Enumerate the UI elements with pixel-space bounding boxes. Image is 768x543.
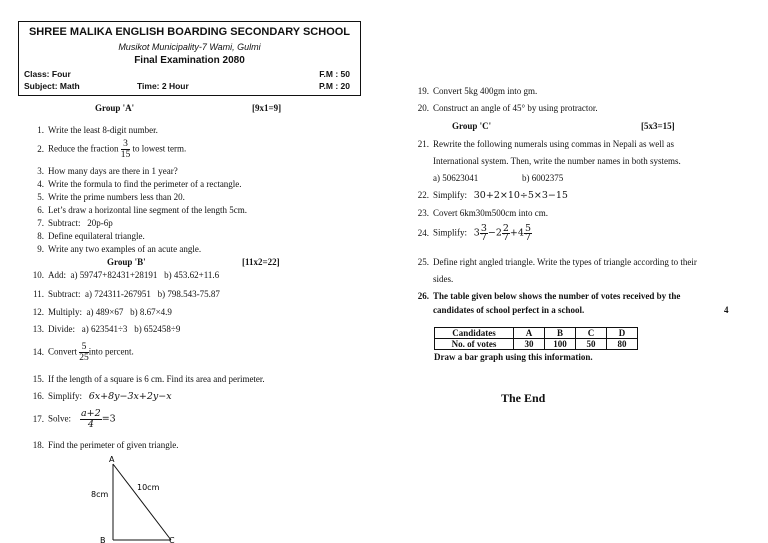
fraction: $\frac{3}{15}$	[120, 139, 131, 160]
group-b-title: Group 'B'	[107, 257, 146, 267]
question-2: 2. Reduce the fraction $\frac{3}{15}$ to lowest term.	[37, 139, 187, 160]
table-cell: Candidates	[435, 328, 514, 339]
side-ac	[113, 464, 171, 540]
class-label: Class: Four	[24, 69, 71, 79]
table-cell: 50	[576, 339, 607, 350]
fraction: $\frac{2}{7}$	[502, 223, 509, 243]
question-13: 13. Divide: a) 623541÷3 b) 652458÷9	[32, 324, 181, 334]
question-5: 5. Write the prime numbers less than 20.	[37, 192, 185, 202]
question-11: 11. Subtract: a) 724311-267951 b) 798.543-75.87	[33, 289, 220, 299]
question-14: 14. Convert $\frac{5}{25}$ into percent.	[32, 342, 134, 363]
vertex-c-label: C	[169, 536, 175, 543]
group-a-marks: [9x1=9]	[252, 103, 282, 113]
group-c-marks: [5x3=15]	[641, 121, 675, 131]
side-ab-label: 8cm	[91, 490, 109, 499]
question-16: 16. Simplify: 6x+8y−3x+2y−x	[32, 391, 172, 402]
question-25-line2: sides.	[433, 274, 454, 284]
table-cell: C	[576, 328, 607, 339]
question-12: 12. Multiply: a) 489×67 b) 8.67×4.9	[32, 307, 172, 317]
question-18: 18. Find the perimeter of given triangle.	[32, 440, 179, 450]
subject-label: Subject: Math	[24, 81, 80, 91]
table-header-row	[435, 328, 638, 339]
question-20: 20. Construct an angle of 45° by using protractor.	[417, 103, 598, 113]
question-21-option-a: a) 50623041	[433, 173, 479, 183]
full-marks: F.M : 50	[319, 69, 350, 79]
question-22: 22. Simplify: 30+2×10÷5×3−15	[417, 190, 568, 201]
question-7: 7. Subtract: 20p-6p	[37, 218, 113, 228]
table-cell: 30	[514, 339, 545, 350]
question-21: 21. Rewrite the following numerals using commas in Nepali as well as	[417, 139, 674, 149]
school-name: SHREE MALIKA ENGLISH BOARDING SECONDARY SCHOOL	[28, 26, 351, 38]
question-3: 3. How many days are there in 1 year?	[37, 166, 178, 176]
question-23: 23. Covert 6km30m500cm into cm.	[417, 208, 548, 218]
question-26-marks: 4	[724, 305, 729, 315]
vertex-a-label: A	[109, 455, 115, 464]
question-6: 6. Let’s draw a horizontal line segment of the length 5cm.	[37, 205, 247, 215]
question-19: 19. Convert 5kg 400gm into gm.	[417, 86, 538, 96]
header-box	[18, 21, 361, 96]
exam-title: Final Examination 2080	[134, 55, 245, 66]
table-cell: 100	[545, 339, 576, 350]
question-24: 24. Simplify: 3 $\frac{3}{7}-2$ $\frac{2}{7}+4$ $\frac{5}{7}$	[417, 223, 531, 243]
question-4: 4. Write the formula to find the perimeter of a rectangle.	[37, 179, 242, 189]
group-b-marks: [11x2=22]	[242, 257, 280, 267]
question-1: 1. Write the least 8-digit number.	[37, 125, 158, 135]
question-21-line2: International system. Then, write the number names in both systems.	[433, 156, 681, 166]
end-text: The End	[501, 391, 546, 405]
fraction: $\frac{5}{7}$	[524, 223, 531, 243]
question-17: 17. Solve: $\frac{a+2}{4}$ =3	[32, 408, 116, 430]
pass-marks: P.M : 20	[318, 81, 350, 91]
fraction: $\frac{5}{25}$	[79, 342, 89, 363]
table-cell: B	[545, 328, 576, 339]
question-26-line2: candidates of school perfect in a school.	[433, 305, 585, 315]
question-9: 9. Write any two examples of an acute angle.	[37, 244, 202, 254]
table-cell: No. of votes	[435, 339, 514, 350]
time-label: Time: 2 Hour	[137, 81, 189, 91]
question-26: 26. The table given below shows the number of votes received by the	[417, 291, 681, 301]
question-10: 10. Add: a) 59747+82431+28191 b) 453.62+11.6	[32, 270, 220, 280]
table-cell: A	[514, 328, 545, 339]
municipality: Musikot Municipality-7 Wami, Gulmi	[118, 42, 261, 52]
table-cell: D	[607, 328, 638, 339]
question-21-option-b: b) 6002375	[522, 173, 564, 183]
group-c-title: Group 'C'	[452, 121, 492, 131]
table-row	[435, 339, 638, 350]
side-ac-label: 10cm	[137, 483, 160, 492]
table-cell: 80	[607, 339, 638, 350]
question-15: 15. If the length of a square is 6 cm. Find its area and perimeter.	[32, 374, 265, 384]
fraction: $\frac{3}{7}$	[480, 223, 487, 243]
triangle-figure	[85, 452, 195, 543]
votes-table	[434, 327, 638, 350]
question-8: 8. Define equilateral triangle.	[37, 231, 145, 241]
question-26-instruction: Draw a bar graph using this information.	[434, 352, 593, 362]
vertex-b-label: B	[100, 536, 106, 543]
group-a-title: Group 'A'	[95, 103, 135, 113]
fraction: $\frac{a+2}{4}$	[81, 408, 101, 430]
question-25: 25. Define right angled triangle. Write the types of triangle according to their	[417, 257, 697, 267]
